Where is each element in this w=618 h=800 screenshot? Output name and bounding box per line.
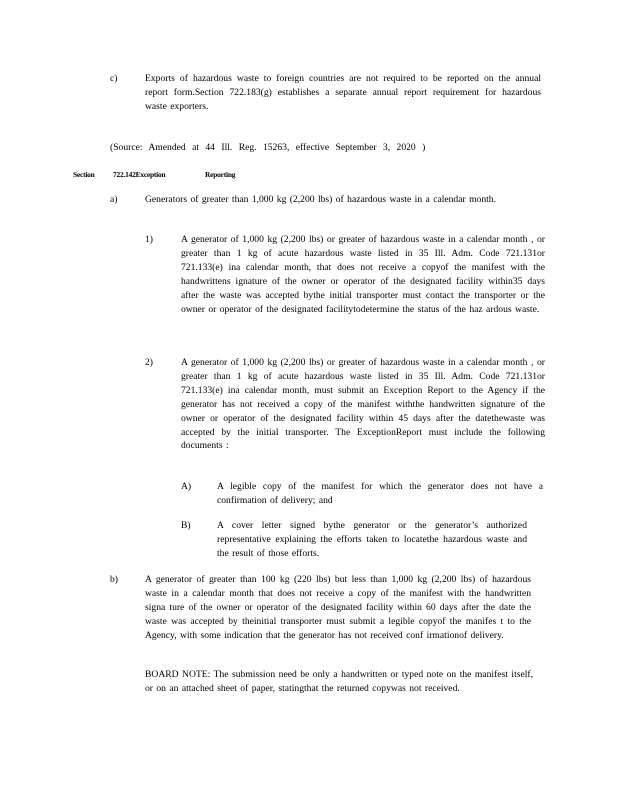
item-a1-text: A generator of 1,000 kg (2,200 lbs) or greater of hazardous waste in a calendar month , or greater than 1 kg of acute hazardous waste listed in 35 Ill. Adm. Code 721.131or 721.133(e) ina calendar month, that does not receive a copyof the manifest with the handwrittens ignature of the owner or operator of the designated facility within35 days after the waste was accepted bythe initial transporter must contact the transporter or the owner or operator of the designated facilitytodetermine the status of the haz ardous waste. [181,234,545,315]
item-a-text: Generators of greater than 1,000 kg (2,200 lbs) of hazardous waste in a calendar month. [145,194,496,205]
item-b-label: b) [110,574,118,585]
item-a2-text: A generator of 1,000 kg (2,200 lbs) or greater of hazardous waste in a calendar month , or greater than 1 kg of acute hazardous waste listed in 35 Ill. Adm. Code 721.131or 721.133(e) ina calendar month, must submit an Exception Report to the Agency if the generator has not received a copy of the manifest withthe handwritten signature of the owner or operator of the designated facility within 45 days after the datethewaste was accepted by the initial transporter. The ExceptionReport must include the following documents : [181,357,545,452]
source-note: (Source: Amended at 44 Ill. Reg. 15263, effective September 3, 2020 ) [110,142,426,153]
section-word: Section [73,170,95,179]
item-a1-label: 1) [145,234,153,245]
section-number-title: 722.142Exception [113,170,166,179]
item-a2A-text: A legible copy of the manifest for which the generator does not have a confirmation of delivery; and [217,481,543,506]
item-b-text: A generator of greater than 100 kg (220 lbs) but less than 1,000 kg (2,200 lbs) of hazardous waste in a calendar month that does not receive a copy of the manifest with the handwritten signa ture of the owner or operator of the designated facility within 60 days after the date the waste was accepted by theinitial transporter must submit a legible copyof the manifes t to the Agency, with some indication that the generator has not received conf irmationof delivery. [145,574,531,641]
board-note: BOARD NOTE: The submission need be only a handwritten or typed note on the manifest itself, or on an attached sheet of paper, statingthat the returned copywas not received. [145,669,533,694]
item-a-label: a) [110,194,118,205]
item-a2B-label: B) [181,520,191,531]
item-a2-label: 2) [145,357,153,368]
section-reporting: Reporting [205,170,236,179]
item-c-label: c) [110,73,118,84]
item-a2B-text: A cover letter signed bythe generator or the generator’s authorized representative explaining the efforts taken to locatethe hazardous waste and the result of those efforts. [217,520,527,559]
item-a2A-label: A) [181,481,192,492]
item-c-text: Exports of hazardous waste to foreign countries are not required to be reported on the annual report form.Section 722.183(g) establishes a separate annual report requirement for hazardous waste exporters. [145,73,541,112]
